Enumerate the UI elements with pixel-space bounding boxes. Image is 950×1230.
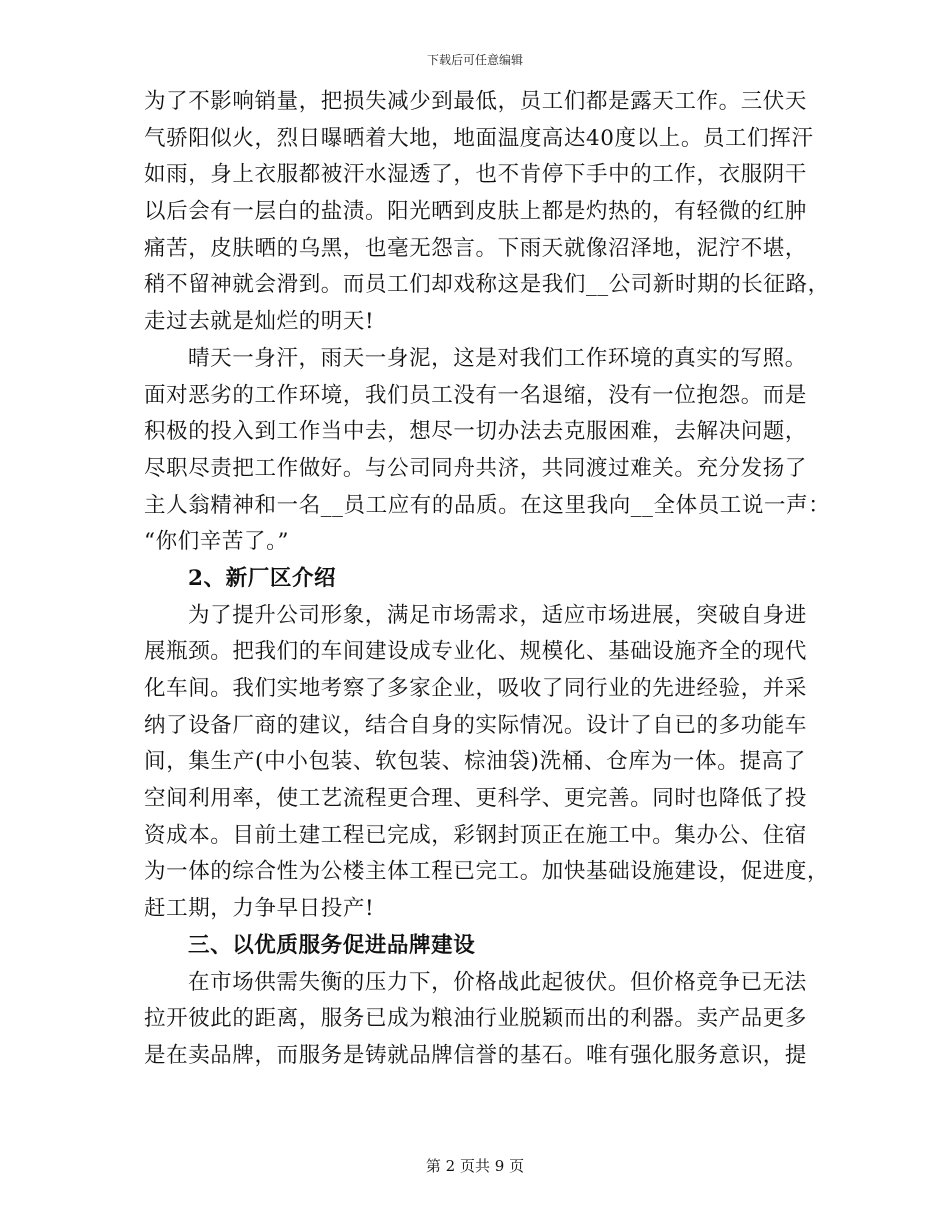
paragraph-line: 晴天一身汗，雨天一身泥，这是对我们工作环境的真实的写照。 xyxy=(188,345,807,371)
paragraph-line: 主人翁精神和一名__员工应有的品质。在这里我向__全体员工说一声： xyxy=(144,492,831,518)
paragraph-line: 积极的投入到工作当中去，想尽一切办法去克服困难，去解决问题， xyxy=(144,419,808,445)
section-heading: 2、新厂区介绍 xyxy=(188,565,337,591)
paragraph-line: 是在卖品牌，而服务是铸就品牌信誉的基石。唯有强化服务意识，提 xyxy=(144,1042,808,1068)
paragraph-line: 为一体的综合性为公楼主体工程已完工。加快基础设施建设，促进度， xyxy=(144,859,830,885)
paragraph-line: 走过去就是灿烂的明天! xyxy=(144,309,375,335)
paragraph-line: 资成本。目前土建工程已完成，彩钢封顶正在施工中。集办公、住宿 xyxy=(144,822,808,848)
paragraph-line: 赶工期，力争早日投产! xyxy=(144,896,375,922)
paragraph-line: 如雨，身上衣服都被汗水湿透了，也不肯停下手中的工作，衣服阴干 xyxy=(144,162,808,188)
paragraph-line: 稍不留神就会滑到。而员工们却戏称这是我们__公司新时期的长征路， xyxy=(144,272,830,298)
paragraph-line: 间，集生产(中小包装、软包装、棕油袋)洗桶、仓库为一体。提高了 xyxy=(144,749,806,775)
paragraph-line: 展瓶颈。把我们的车间建设成专业化、规模化、基础设施齐全的现代 xyxy=(144,639,808,665)
paragraph-line: 尽职尽责把工作做好。与公司同舟共济，共同渡过难关。充分发扬了 xyxy=(144,455,808,481)
paragraph-line: 面对恶劣的工作环境，我们员工没有一名退缩，没有一位抱怨。而是 xyxy=(144,382,808,408)
paragraph-line: 空间利用率，使工艺流程更合理、更科学、更完善。同时也降低了投 xyxy=(144,786,808,812)
paragraph-line: “你们辛苦了。” xyxy=(144,529,290,555)
paragraph-line: 为了提升公司形象，满足市场需求，适应市场进展，突破自身进 xyxy=(188,602,807,628)
paragraph-line: 气骄阳似火，烈日曝晒着大地，地面温度高达40度以上。员工们挥汗 xyxy=(144,125,814,151)
section-heading: 三、以优质服务促进品牌建设 xyxy=(188,932,476,958)
paragraph-line: 化车间。我们实地考察了多家企业，吸收了同行业的先进经验，并采 xyxy=(144,676,808,701)
page-header: 下载后可任意编辑 xyxy=(426,53,523,67)
paragraph-line: 拉开彼此的距离，服务已成为粮油行业脱颖而出的利器。卖产品更多 xyxy=(144,1006,808,1032)
paragraph-line: 为了不影响销量，把损失减少到最低，员工们都是露天工作。三伏天 xyxy=(144,89,808,114)
paragraph-line: 痛苦，皮肤晒的乌黑，也毫无怨言。下雨天就像沼泽地，泥泞不堪， xyxy=(144,235,808,261)
paragraph-line: 纳了设备厂商的建议，结合自身的实际情况。设计了自已的多功能车 xyxy=(144,712,808,738)
document-body xyxy=(144,84,831,1075)
paragraph-line: 以后会有一层白的盐渍。阳光晒到皮肤上都是灼热的，有轻微的红肿 xyxy=(144,199,808,225)
paragraph-line: 在市场供需失衡的压力下，价格战此起彼伏。但价格竞争已无法 xyxy=(188,969,807,995)
page-footer: 第 2 页共 9 页 xyxy=(425,1157,525,1175)
